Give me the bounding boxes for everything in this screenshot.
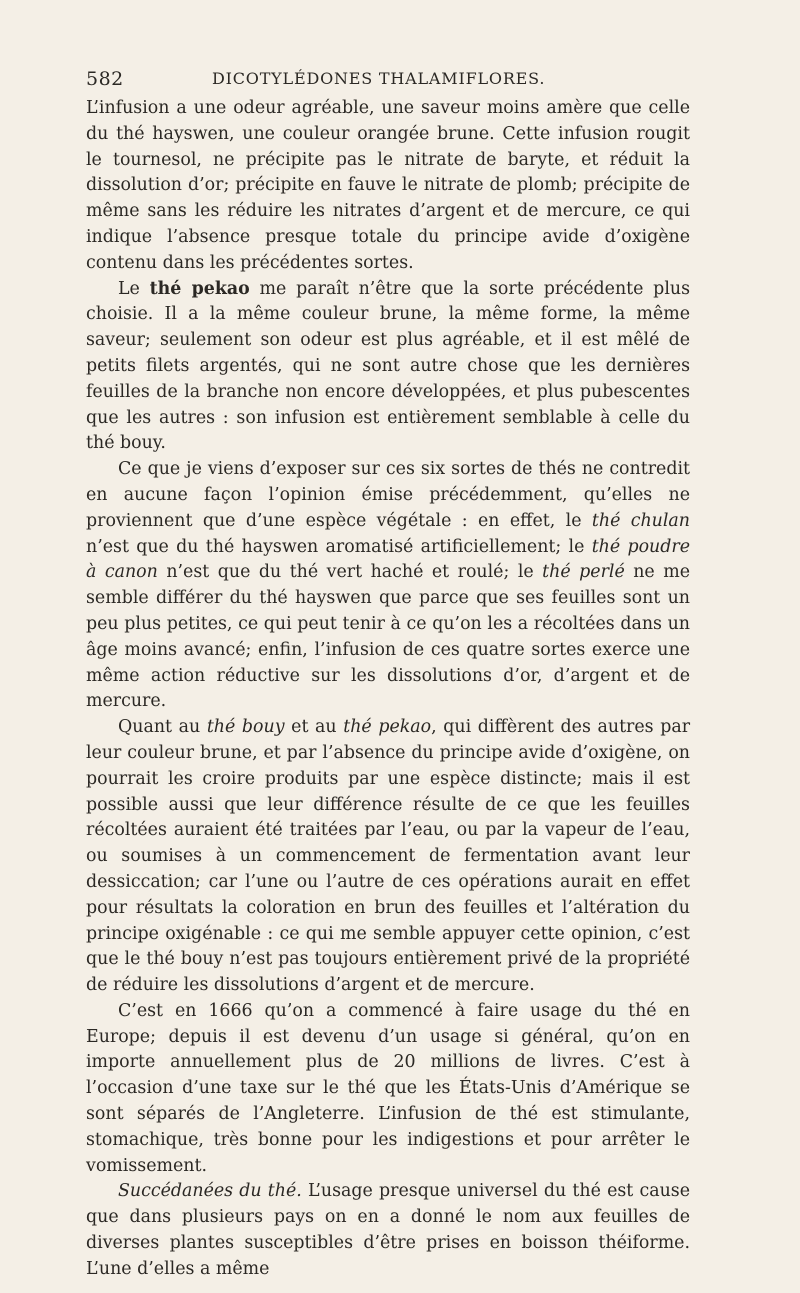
- term-the-pekao: thé pekao: [149, 278, 250, 299]
- paragraph-text: n’est que du thé vert haché et roulé; le: [157, 562, 543, 583]
- paragraph-text: L’usage presque universel du thé est cause que dans plusieurs pays on en a donné le nom aux feuilles de diverses plantes susceptibles d’être prises en boisson théiforme. L’une d’elles a même: [86, 1181, 690, 1279]
- paragraph-text: Le: [118, 278, 150, 299]
- page-body: [86, 96, 690, 1283]
- book-page: [86, 62, 690, 1283]
- paragraph-text: C’est en 1666 qu’on a commencé à faire usage du thé en Europe; depuis il est devenu d’un usage si général, qu’on en importe annuellement plus de 20 millions de livres. C’est à l’occasion d’une taxe sur le thé que les États-Unis d’Amérique se sont séparés de l’Angleterre. L’infusion de thé est stimulante, stomachique, très bonne pour les indigestions et pour arrêter le vomissement.: [86, 1000, 690, 1176]
- paragraph-text: et au: [284, 717, 344, 738]
- page-number: 582: [86, 68, 124, 90]
- term-the-pekao-italic: thé pekao: [343, 717, 432, 738]
- section-heading-succedanees: Succédanées du thé.: [118, 1181, 302, 1202]
- term-the-perle: thé perlé: [542, 562, 625, 583]
- paragraph-infusion-bouy: [86, 96, 690, 277]
- paragraph-six-sortes: [86, 457, 690, 715]
- paragraph-text: me paraît n’être que la sorte précédente plus choisie. Il a la même couleur brune, la même forme, la même saveur; seulement son odeur est plus agréable, et il est mêlé de petits filets argentés, qui ne sont autre chose que les dernières feuilles de la branche non encore développées, et plus pubescentes que les autres : son infusion est entièrement semblable à celle du thé bouy.: [86, 278, 691, 454]
- term-the-chulan: thé chulan: [591, 510, 690, 531]
- term-the-poudre-a-canon: thé poudre à canon: [86, 536, 690, 583]
- paragraph-text: Ce que je viens d’exposer sur ces six sortes de thés ne contredit en aucune façon l’opinion émise précédemment, qu’elles ne proviennent que d’une espèce végétale : en effet, le: [86, 459, 690, 531]
- paragraph-the-pekao: [86, 277, 690, 458]
- term-the-bouy: thé bouy: [206, 717, 285, 738]
- paragraph-text: ne me semble différer du thé hayswen que parce que ses feuilles sont un peu plus petites, ce qui peut tenir à ce qu’on les a récoltées dans un âge moins avancé; enfin, l’infusion de ces quatre sortes exerce une même action réductive sur les dissolutions d’or, d’argent et de mercure.: [86, 562, 690, 712]
- paragraph-text: Quant au: [118, 717, 207, 738]
- paragraph-text: n’est que du thé hayswen aromatisé artificiellement; le: [86, 536, 592, 557]
- paragraph-history-europe: [86, 999, 690, 1180]
- paragraph-succedanees: [86, 1179, 690, 1282]
- paragraph-bouy-pekao: [86, 715, 690, 999]
- paragraph-text: , qui diffèrent des autres par leur couleur brune, et par l’absence du principe avide d’oxigène, on pourrait les croire produits par une espèce distincte; mais il est possible aussi que leur différence résulte de ce que les feuilles récoltées auraient été traitées par l’eau, ou par la vapeur de l’eau, ou soumises à un commencement de fermentation avant leur dessiccation; car l’une ou l’autre de ces opérations aurait en effet pour résultats la coloration en brun des feuilles et l’altération du principe oxigénable : ce qui me semble appuyer cette opinion, c’est que le thé bouy n’est pas toujours entièrement privé de la propriété de réduire les dissolutions d’argent et de mercure.: [86, 717, 691, 996]
- paragraph-text: L’infusion a une odeur agréable, une saveur moins amère que celle du thé hayswen, une couleur orangée brune. Cette infusion rougit le tournesol, ne précipite pas le nitrate de baryte, et réduit la dissolution d’or; précipite en fauve le nitrate de plomb; précipite de même sans les réduire les nitrates d’argent et de mercure, ce qui indique l’absence presque totale du principe avide d’oxigène contenu dans les précédentes sortes.: [86, 98, 690, 273]
- page-header: [86, 62, 690, 96]
- running-head: DICOTYLÉDONES THALAMIFLORES.: [212, 69, 546, 88]
